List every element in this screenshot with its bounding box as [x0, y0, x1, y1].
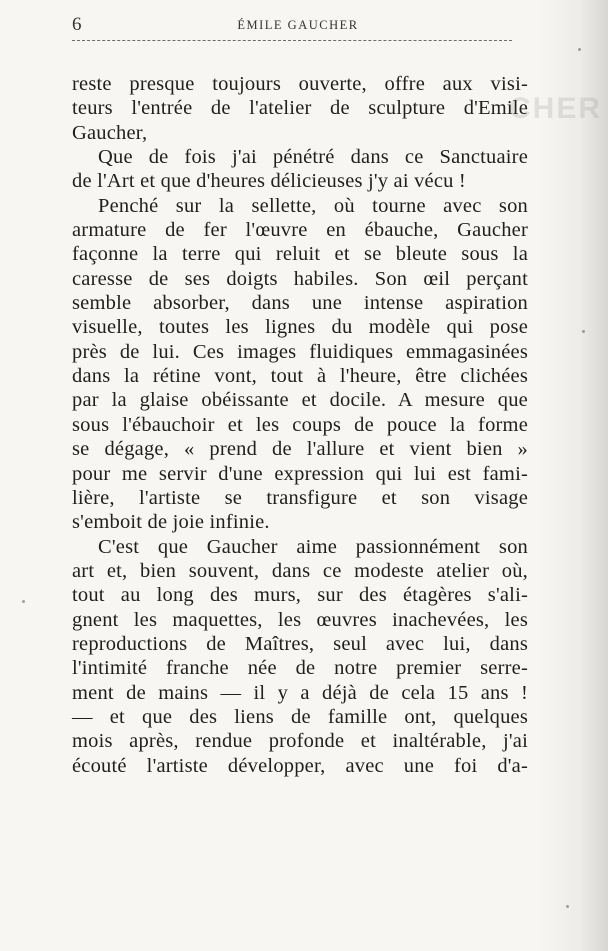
text-line: mois après, rendue profonde et inaltérable, j'ai	[72, 730, 528, 753]
text-line: sous l'ébauchoir et les coups de pouce la forme	[72, 413, 528, 436]
text-line: écouté l'artiste développer, avec une foi d'a-	[72, 754, 528, 777]
text-line: s'emboit de joie infinie.	[72, 511, 270, 534]
page-number: 6	[72, 14, 82, 35]
text-line: tout au long des murs, sur des étagères s'ali-	[72, 584, 528, 607]
text-line: — et que des liens de famille ont, quelques	[72, 705, 528, 728]
text-line: visuelle, toutes les lignes du modèle qui pose	[72, 316, 528, 339]
ink-speck	[582, 330, 585, 333]
text-line: semble absorber, dans une intense aspiration	[72, 292, 528, 315]
page-header	[72, 12, 524, 38]
text-line: par la glaise obéissante et docile. A mesure que	[72, 389, 528, 412]
text-line: reproductions de Maîtres, seul avec lui, dans	[72, 632, 528, 655]
text-line: de l'Art et que d'heures délicieuses j'y ai vécu !	[72, 170, 466, 193]
text-line: se dégage, « prend de l'allure et vient bien »	[72, 438, 528, 461]
text-line: façonne la terre qui reluit et se bleute sous la	[72, 243, 528, 266]
text-line: dans la rétine vont, tout à l'heure, être clichées	[72, 365, 528, 388]
text-line: armature de fer l'œuvre en ébauche, Gaucher	[72, 219, 528, 242]
running-head: ÉMILE GAUCHER	[237, 18, 359, 32]
text-line: ment de mains — il y a déjà de cela 15 ans !	[72, 681, 528, 704]
text-line: pour me servir d'une expression qui lui est fami-	[72, 462, 528, 485]
text-line: reste presque toujours ouverte, offre aux visi-	[72, 73, 528, 95]
text-line: caresse de ses doigts habiles. Son œil perçant	[72, 267, 528, 290]
ink-speck	[22, 600, 25, 603]
text-line: près de lui. Ces images fluidiques emmagasinées	[72, 340, 528, 363]
ink-speck	[578, 48, 581, 51]
body-text	[72, 72, 528, 778]
page-edge-shadow	[538, 0, 608, 951]
text-line: C'est que Gaucher aime passionnément son	[98, 535, 528, 558]
text-line: Penché sur la sellette, où tourne avec son	[98, 194, 528, 217]
text-line: art et, bien souvent, dans ce modeste atelier où,	[72, 559, 528, 582]
text-line: l'intimité franche née de notre premier serre-	[72, 657, 528, 680]
bleed-through-word: CHER	[508, 92, 602, 125]
text-line: Que de fois j'ai pénétré dans ce Sanctuaire	[98, 146, 528, 169]
text-line: gnent les maquettes, les œuvres inachevées, les	[72, 608, 528, 631]
bleed-through-text	[508, 92, 602, 202]
header-rule	[72, 40, 512, 41]
ink-speck	[566, 905, 569, 908]
text-line: teurs l'entrée de l'atelier de sculpture d'Emile	[72, 97, 528, 120]
text-line: lière, l'artiste se transfigure et son visage	[72, 486, 528, 509]
text-line: Gaucher,	[72, 121, 148, 144]
